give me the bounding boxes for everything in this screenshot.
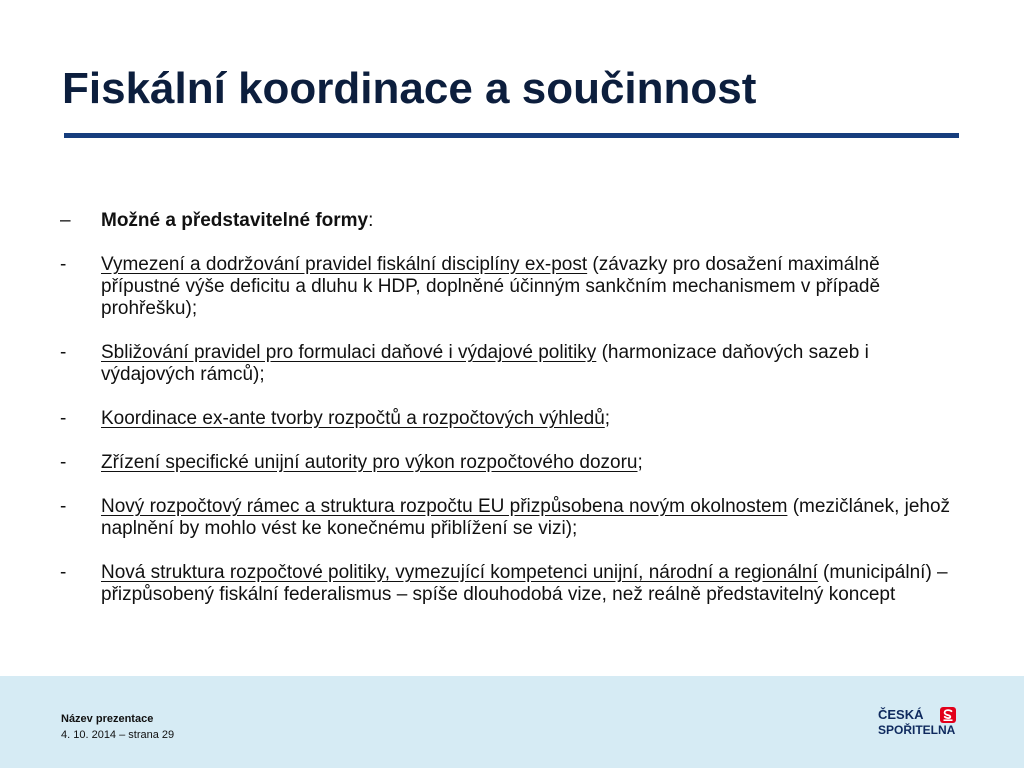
- list-item-rest: (municipální) – přizpůsobený fiskální federalismus – spíše dlouhodobá vize, než reálně představitelný koncept: [101, 562, 948, 605]
- list-item-text: [101, 562, 960, 606]
- list-item: [60, 408, 960, 430]
- footer-band: [0, 676, 1024, 768]
- list-item-text: [101, 496, 960, 540]
- list-item-rest: (závazky pro dosažení maximálně přípustné výše deficitu a dluhu k HDP, doplněné účinným sankčním mechanismem v případě prohřešku);: [101, 254, 881, 319]
- ceska-sporitelna-logo: [878, 707, 968, 739]
- list-bullet: -: [60, 562, 67, 583]
- title-divider: [64, 133, 959, 138]
- sporitelna-s-icon: [940, 707, 956, 723]
- list-item-underlined: Nová struktura rozpočtové politiky, vymezující kompetenci unijní, národní a regionální: [101, 562, 818, 583]
- list-item-underlined: Nový rozpočtový rámec a struktura rozpočtu EU přizpůsobena novým okolnostem: [101, 496, 788, 517]
- logo-text-line2: SPOŘITELNA: [878, 723, 956, 737]
- slide-title: Fiskální koordinace a součinnost: [62, 64, 757, 113]
- list-item-underlined: Sbližování pravidel pro formulaci daňové i výdajové politiky: [101, 342, 597, 363]
- list-item: [60, 496, 960, 540]
- heading-row: [60, 210, 960, 232]
- list-item-underlined: Zřízení specifické unijní autority pro výkon rozpočtového dozoru: [101, 452, 638, 473]
- list-item: [60, 254, 960, 320]
- list-bullet: -: [60, 254, 67, 275]
- list-item-text: [101, 408, 960, 430]
- list-item: [60, 452, 960, 474]
- list-item-rest: (mezičlánek, jehož naplnění by mohlo vést ke konečnému přiblížení se vizi);: [101, 496, 951, 539]
- list-item-underlined: Koordinace ex-ante tvorby rozpočtů a rozpočtových výhledů: [101, 408, 605, 429]
- list-item-text: [101, 254, 960, 320]
- list-item-underlined: Vymezení a dodržování pravidel fiskální disciplíny ex-post: [101, 254, 588, 275]
- list-item-text: [101, 342, 960, 386]
- logo-text-line1: ČESKÁ: [878, 707, 924, 722]
- presentation-name: Název prezentace: [61, 713, 154, 725]
- list-bullet: -: [60, 342, 67, 363]
- list-item-rest: ;: [604, 408, 611, 429]
- heading-bullet: –: [60, 210, 71, 231]
- list-bullet: -: [60, 496, 67, 517]
- list-item-text: [101, 452, 960, 474]
- slide-content: [60, 210, 960, 628]
- list-bullet: -: [60, 408, 67, 429]
- list-item: [60, 562, 960, 606]
- list-item: [60, 342, 960, 386]
- heading-suffix: :: [368, 210, 374, 231]
- heading-text: [101, 210, 960, 232]
- list-item-rest: ;: [637, 452, 643, 473]
- heading-label: Možné a představitelné formy: [101, 210, 369, 231]
- slide-date-page: 4. 10. 2014 – strana 29: [61, 729, 175, 741]
- list-bullet: -: [60, 452, 67, 473]
- list-item-rest: (harmonizace daňových sazeb i výdajových rámců);: [101, 342, 869, 385]
